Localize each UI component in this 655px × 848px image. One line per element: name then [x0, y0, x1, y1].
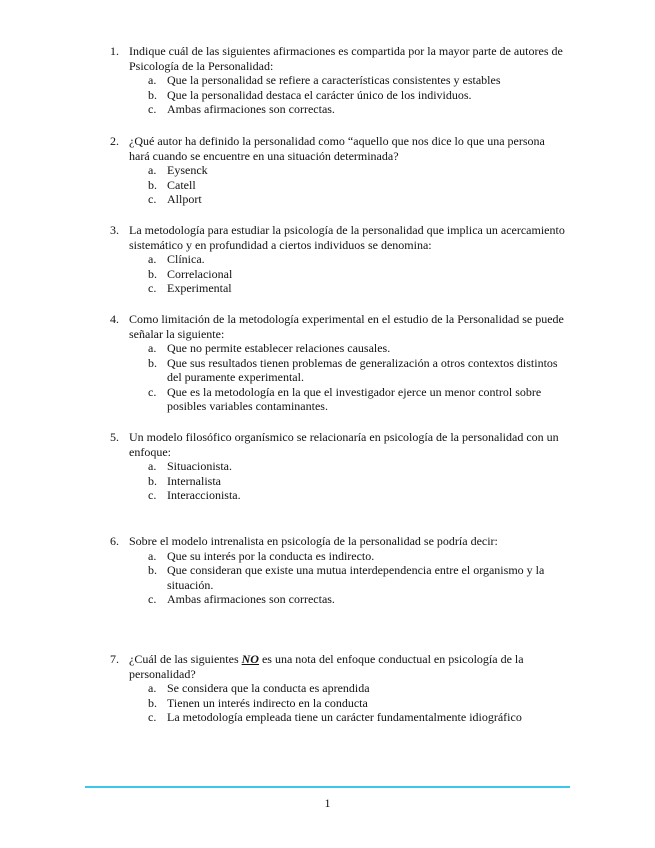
question-text — [110, 134, 565, 163]
option-text: Internalista — [167, 473, 221, 488]
option-letter: c. — [148, 192, 157, 206]
question-stem: Indique cuál de las siguientes afirmaciones es compartida por la mayor parte de autores de Psicología de la Personalidad: — [129, 44, 563, 73]
option-c — [110, 192, 565, 207]
question-number: 3. — [110, 223, 119, 237]
question-stem: Un modelo filosófico organísmico se relacionaría en psicología de la personalidad con un enfoque: — [129, 430, 559, 459]
option-b — [110, 474, 565, 489]
option-c — [110, 102, 565, 117]
question-stem-start: ¿Cuál de las siguientes — [129, 652, 242, 666]
option-text: Que es la metodología en la que el investigador ejerce un menor control sobre posibles variables contaminantes. — [167, 384, 542, 413]
option-text: Que la personalidad se refiere a características consistentes y estables — [167, 73, 501, 87]
option-a — [110, 73, 565, 88]
option-letter: c. — [148, 710, 157, 724]
option-a — [110, 341, 565, 356]
option-letter: b. — [148, 177, 157, 192]
question-1 — [110, 44, 565, 117]
question-stem: Sobre el modelo intrenalista en psicología de la personalidad se podría decir: — [129, 534, 498, 548]
option-letter: b. — [148, 695, 157, 710]
question-7 — [110, 652, 565, 725]
question-2 — [110, 134, 565, 207]
option-text: Catell — [167, 177, 196, 192]
option-text: La metodología empleada tiene un carácter fundamentalmente idiográfico — [167, 710, 522, 724]
question-5 — [110, 430, 565, 503]
footer-divider — [85, 786, 570, 788]
question-text — [110, 430, 565, 459]
option-text: Allport — [167, 192, 202, 206]
option-a — [110, 459, 565, 474]
question-text — [110, 534, 565, 549]
question-stem: Como limitación de la metodología experimental en el estudio de la Personalidad se puede señalar la siguiente: — [129, 312, 564, 341]
option-letter: b. — [148, 563, 157, 577]
question-text — [110, 312, 565, 341]
option-text: Que no permite establecer relaciones causales. — [167, 341, 391, 355]
question-stem-end: es una nota del enfoque conductual en psicología de la personalidad? — [129, 652, 524, 681]
option-letter: a. — [148, 548, 157, 563]
negation-emphasis: NO — [241, 652, 259, 666]
option-letter: b. — [148, 87, 157, 102]
question-number: 4. — [110, 312, 119, 326]
question-number: 1. — [110, 44, 119, 58]
option-text: Situacionista. — [167, 459, 232, 473]
option-text: Se considera que la conducta es aprendida — [167, 681, 370, 695]
question-number: 6. — [110, 534, 119, 548]
question-6 — [110, 534, 565, 607]
option-letter: b. — [148, 355, 157, 370]
option-text: Que sus resultados tienen problemas de generalización a otros contextos distintos del puramente experimental. — [167, 355, 558, 384]
option-letter: a. — [148, 341, 157, 355]
option-text: Que la personalidad destaca el carácter único de los individuos. — [167, 87, 472, 102]
option-letter: c. — [148, 281, 157, 295]
option-text: Interaccionista. — [167, 488, 241, 502]
option-a — [110, 163, 565, 178]
question-text — [110, 44, 565, 73]
option-letter: a. — [148, 163, 157, 177]
option-letter: b. — [148, 473, 157, 488]
option-b — [110, 178, 565, 193]
option-letter: c. — [148, 384, 157, 399]
question-number: 2. — [110, 134, 119, 148]
option-b — [110, 696, 565, 711]
option-text: Ambas afirmaciones son correctas. — [167, 592, 335, 606]
question-text — [110, 652, 565, 681]
question-number: 7. — [110, 652, 119, 666]
option-text: Experimental — [167, 281, 232, 295]
option-a — [110, 681, 565, 696]
option-letter: c. — [148, 488, 157, 502]
option-letter: a. — [148, 681, 157, 695]
option-letter: c. — [148, 592, 157, 606]
option-b — [110, 88, 565, 103]
option-letter: a. — [148, 73, 157, 87]
question-stem: La metodología para estudiar la psicología de la personalidad que implica un acercamiento sistemático y en profundidad a ciertos individuos se denomina: — [129, 223, 565, 252]
question-text — [110, 223, 565, 252]
question-4 — [110, 312, 565, 414]
option-letter: c. — [148, 102, 157, 116]
option-text: Correlacional — [167, 266, 233, 281]
question-stem: ¿Qué autor ha definido la personalidad como “aquello que nos dice lo que una persona hará cuando se encuentre en una situación determinada? — [129, 134, 545, 163]
option-a — [110, 549, 565, 564]
option-text: Clínica. — [167, 252, 205, 266]
option-letter: a. — [148, 252, 157, 266]
option-text: Eysenck — [167, 163, 208, 177]
option-text: Ambas afirmaciones son correctas. — [167, 102, 335, 116]
option-c — [110, 710, 565, 725]
option-c — [110, 488, 565, 503]
option-b — [110, 267, 565, 282]
option-text: Que su interés por la conducta es indirecto. — [167, 548, 375, 563]
question-3 — [110, 223, 565, 296]
option-a — [110, 252, 565, 267]
option-letter: b. — [148, 266, 157, 281]
option-b — [110, 356, 565, 385]
option-text: Que consideran que existe una mutua interdependencia entre el organismo y la situación. — [167, 563, 545, 592]
option-text: Tienen un interés indirecto en la conducta — [167, 695, 368, 710]
option-c — [110, 592, 565, 607]
option-b — [110, 563, 565, 592]
option-c — [110, 385, 565, 414]
question-number: 5. — [110, 430, 119, 444]
option-letter: a. — [148, 459, 157, 473]
page-number: 1 — [324, 796, 331, 810]
option-c — [110, 281, 565, 296]
